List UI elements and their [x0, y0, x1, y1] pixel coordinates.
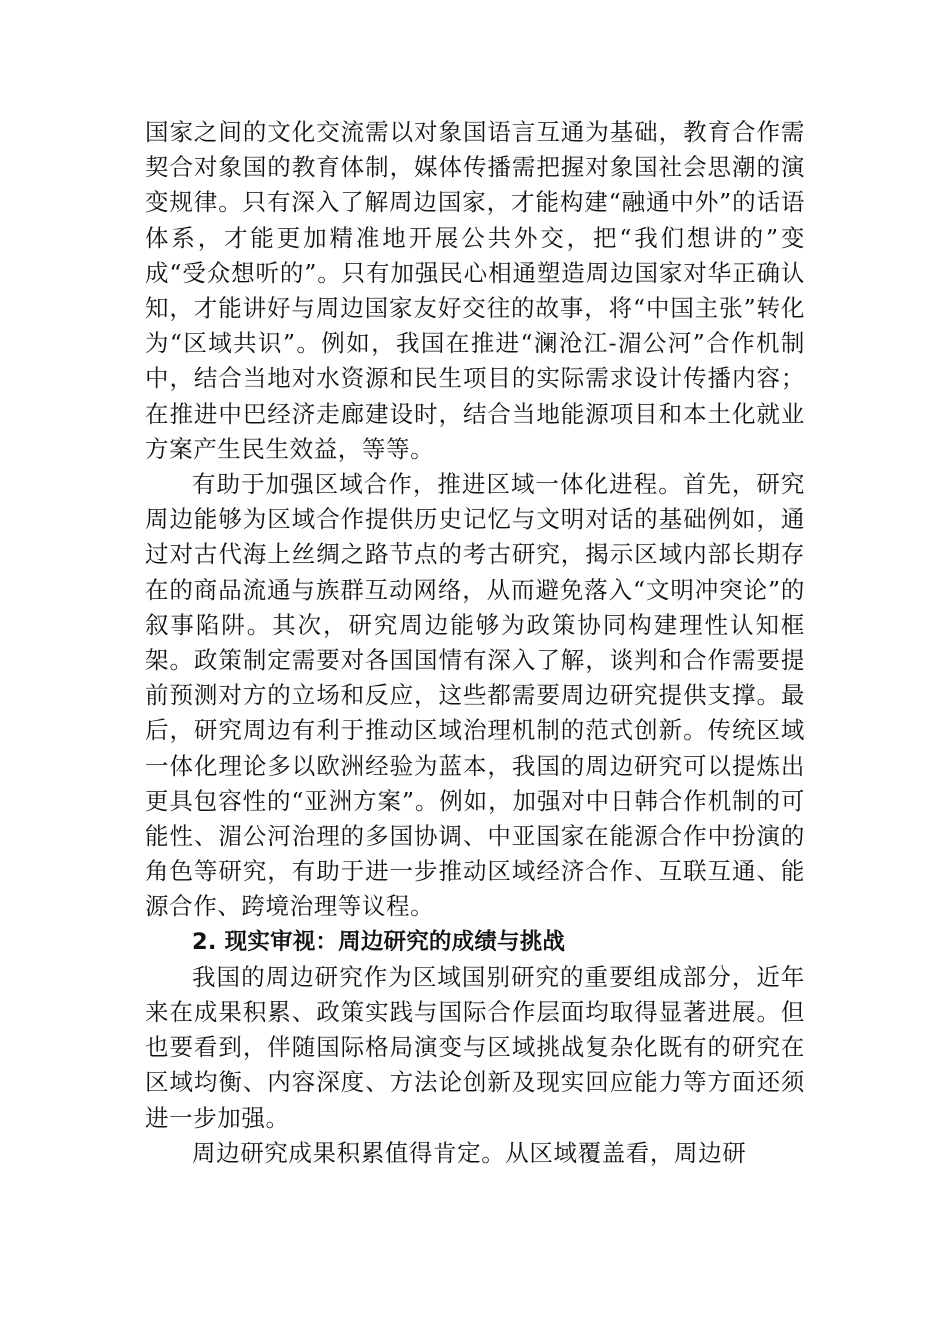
body-paragraph-achievements: 周边研究成果积累值得肯定。从区域覆盖看，周边研 — [192, 1138, 747, 1167]
section-heading: 2. 现实审视：周边研究的成绩与挑战 — [192, 928, 566, 955]
document-page — [145, 115, 805, 1171]
body-paragraph-cultural-exchange: 国家之间的文化交流需以对象国语言互通为基础，教育合作需契合对象国的教育体制，媒体传播需把握对象国社会思潮的演变规律。只有深入了解周边国家，才能构建“融通中外”的话语体系，才能更加精准地开展公共外交，把“我们想讲的”变成“受众想听的”。只有加强民心相通塑造周边国家对华正确认知，才能讲好与周边国家友好交往的故事，将“中国主张”转化为“区域共识”。例如，我国在推进“澜沧江-湄公河”合作机制中，结合当地对水资源和民生项目的实际需求设计传播内容；在推进中巴经济走廊建设时，结合当地能源项目和本土化就业方案产生民生效益，等等。 — [145, 118, 805, 463]
body-paragraph-regional-cooperation: 有助于加强区域合作，推进区域一体化进程。首先，研究周边能够为区域合作提供历史记忆与文明对话的基础例如，通过对古代海上丝绸之路节点的考古研究，揭示区域内部长期存在的商品流通与族群互动网络，从而避免落入“文明冲突论”的叙事陷阱。其次，研究周边能够为政策协同构建理性认知框架。政策制定需要对各国国情有深入了解，谈判和合作需要提前预测对方的立场和反应，这些都需要周边研究提供支撑。最后，研究周边有利于推动区域治理机制的范式创新。传统区域一体化理论多以欧洲经验为蓝本，我国的周边研究可以提炼出更具包容性的“亚洲方案”。例如，加强对中日韩合作机制的可能性、湄公河治理的多国协调、中亚国家在能源合作中扮演的角色等研究，有助于进一步推动区域经济合作、互联互通、能源合作、跨境治理等议程。 — [145, 470, 805, 921]
body-paragraph-reality-review: 我国的周边研究作为区域国别研究的重要组成部分，近年来在成果积累、政策实践与国际合作层面均取得显著进展。但也要看到，伴随国际格局演变与区域挑战复杂化既有的研究在区域均衡、内容深度、方法论创新及现实回应能力等方面还须进一步加强。 — [145, 962, 805, 1132]
